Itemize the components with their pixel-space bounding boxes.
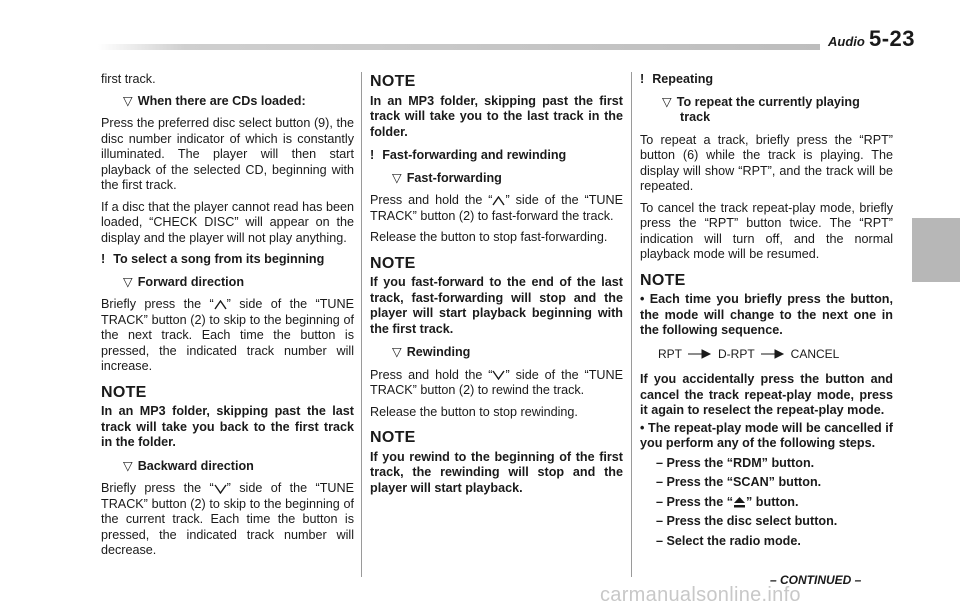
triangle-marker-icon: ▽ <box>392 345 402 359</box>
subheading-text: Backward direction <box>137 458 254 473</box>
subheading-text: Forward direction <box>137 274 245 289</box>
subheading <box>101 459 354 475</box>
paragraph: If a disc that the player cannot read has been loaded, “CHECK DISC” will appear on the display and the player will not play anything. <box>101 199 354 245</box>
subheading-text: When there are CDs loaded: <box>137 93 306 108</box>
bullet-icon: • <box>640 420 649 435</box>
paragraph <box>370 368 623 399</box>
triangle-marker-icon: ▽ <box>123 274 133 289</box>
triangle-marker-icon: ▽ <box>123 93 133 108</box>
section-title: Audio <box>828 34 865 49</box>
column-3 <box>640 72 893 553</box>
subheading <box>370 171 623 187</box>
subheading-text: To repeat the currently playing track <box>676 94 860 124</box>
note-text: If you rewind to the beginning of the first track, the rewinding will stop and the player will start playback. <box>370 449 623 495</box>
paragraph <box>370 193 623 224</box>
note-text: The repeat-play mode will be cancelled if you perform any of the following steps. <box>640 420 893 450</box>
text: ” side of the “TUNE TRACK” button (2) to fast-forward the track. <box>370 193 623 223</box>
watermark: carmanualsonline.info <box>600 584 801 606</box>
paragraph: first track. <box>101 72 156 86</box>
note-heading: NOTE <box>370 73 416 90</box>
paragraph: To cancel the track repeat-play mode, briefly press the “RPT” button twice. The “RPT” indication will turn off, and the normal playback mode will be resumed. <box>640 200 893 261</box>
mode-sequence-diagram <box>658 347 893 363</box>
heading <box>640 72 893 88</box>
note-text: In an MP3 folder, skipping past the last track will take you back to the first track in the folder. <box>101 404 354 449</box>
triangle-marker-icon: ▽ <box>123 458 133 473</box>
heading <box>370 148 623 164</box>
note-heading: NOTE <box>370 429 416 446</box>
text: Press and hold the “ <box>370 193 493 207</box>
chevron-up-icon <box>214 300 227 310</box>
note-text: If you accidentally press the button and cancel the track repeat-play mode, press it again to reselect the repeat-play mode. <box>640 372 893 417</box>
text: ” button. <box>746 494 799 509</box>
chevron-up-icon <box>492 196 505 206</box>
text: ” side of the “TUNE TRACK” button (2) to rewind the track. <box>370 367 623 397</box>
list-item: – Select the radio mode. <box>656 533 801 548</box>
sequence-step: D-RPT <box>718 346 755 361</box>
chevron-down-icon <box>492 370 505 380</box>
text: Briefly press the “ <box>101 297 214 311</box>
exclamation-marker-icon: ! <box>101 252 106 266</box>
exclamation-marker-icon: ! <box>370 148 375 162</box>
heading-text: Fast-forwarding and rewinding <box>382 148 567 162</box>
note-text: In an MP3 folder, skipping past the first track will take you to the last track in the folder. <box>370 93 623 139</box>
exclamation-marker-icon: ! <box>640 72 645 86</box>
subheading <box>101 275 354 291</box>
column-1 <box>101 72 354 565</box>
column-divider <box>361 72 362 577</box>
eject-icon <box>733 496 746 508</box>
text: Press and hold the “ <box>370 367 493 382</box>
list-item: – Press the “RDM” button. <box>656 455 815 470</box>
header-rule <box>98 44 820 50</box>
cancel-steps-list <box>640 456 893 550</box>
list-item: – Press the disc select button. <box>656 514 838 528</box>
bullet-icon: • <box>640 292 650 306</box>
text: ” side of the “TUNE TRACK” button (2) to skip to the beginning of the current track. Each time the button is pressed, the indicated track number will decrease. <box>101 481 354 557</box>
paragraph: To repeat a track, briefly press the “RPT” button (6) while the track is playing. The display will show “RPT”, and the track will be repeated. <box>640 132 893 193</box>
sequence-step: RPT <box>658 346 682 361</box>
subheading <box>370 345 623 361</box>
heading-text: Repeating <box>652 72 714 86</box>
arrow-right-icon <box>761 349 785 359</box>
subheading <box>640 95 893 126</box>
note-item <box>640 292 893 339</box>
paragraph: Press the preferred disc select button (9), the disc number indicator of which is constantly illuminated. The player will then start playback of the selected CD, beginning with the first track. <box>101 116 354 192</box>
heading-text: To select a song from its beginning <box>113 252 325 266</box>
paragraph <box>101 297 354 375</box>
subheading-text: Rewinding <box>406 345 471 359</box>
paragraph <box>101 481 354 559</box>
note-heading: NOTE <box>640 271 686 289</box>
arrow-right-icon <box>688 349 712 359</box>
note-heading: NOTE <box>370 254 416 272</box>
list-item <box>656 495 893 511</box>
list-item: – Press the “SCAN” button. <box>656 475 822 489</box>
subheading <box>101 94 354 110</box>
sequence-step: CANCEL <box>790 346 840 361</box>
text: – Press the “ <box>656 494 734 509</box>
page-number: 5-23 <box>869 26 916 51</box>
continued-label: – CONTINUED – <box>770 573 862 587</box>
text: ” side of the “TUNE TRACK” button (2) to skip to the beginning of the next track. Each time the button is pressed, the indicated track number will increase. <box>101 297 354 373</box>
heading <box>101 252 354 268</box>
note-text: If you fast-forward to the end of the last track, fast-forwarding will stop and the player will start playback beginning with the first track. <box>370 275 623 336</box>
paragraph: Release the button to stop fast-forwarding. <box>370 230 608 244</box>
chevron-down-icon <box>214 484 227 494</box>
triangle-marker-icon: ▽ <box>392 170 402 185</box>
triangle-marker-icon: ▽ <box>662 94 672 109</box>
subheading-text: Fast-forwarding <box>406 170 502 185</box>
column-divider <box>631 72 632 577</box>
text: Briefly press the “ <box>101 481 214 495</box>
note-text: Each time you briefly press the button, the mode will change to the next one in the following sequence. <box>640 292 893 337</box>
chapter-tab <box>912 218 960 282</box>
paragraph: Release the button to stop rewinding. <box>370 404 578 419</box>
note-item <box>640 421 893 452</box>
column-2 <box>370 72 623 504</box>
note-heading: NOTE <box>101 383 147 401</box>
